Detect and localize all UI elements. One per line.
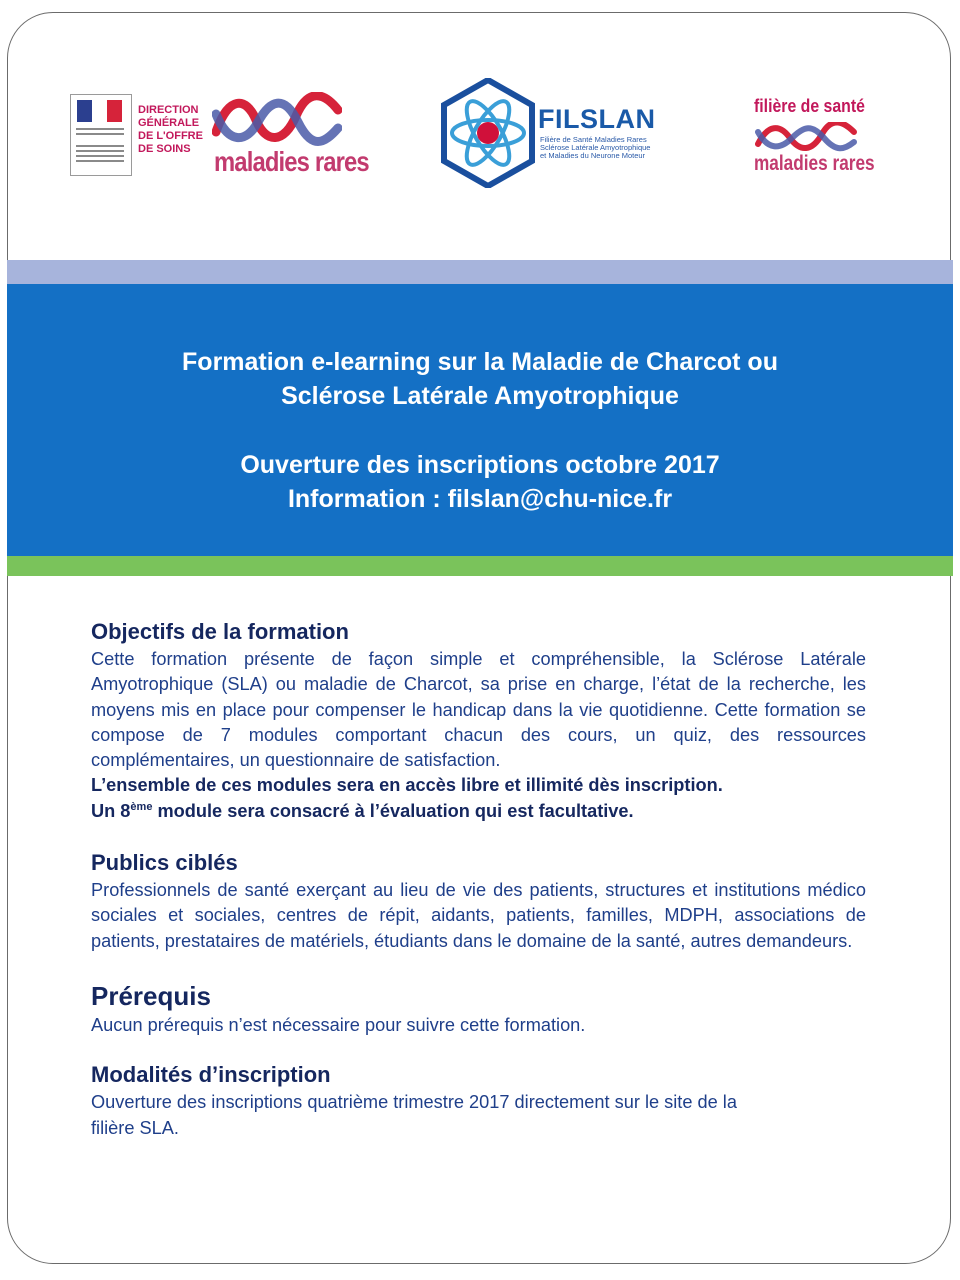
- section-body: Professionnels de santé exerçant au lieu de vie des patients, structures et institutions médico sociales et sociales, centres de répit, aidants, patients, familles, MDPH, associations de patients, prestataires de matériels, étudiants dans le domaine de la santé, autres demandeurs.: [91, 880, 866, 951]
- section-body: filière SLA.: [91, 1117, 179, 1138]
- filiere-sante-logo: filière de santé maladies rares: [754, 96, 875, 175]
- section-modalites: [91, 1060, 866, 1141]
- section-heading: Prérequis: [91, 980, 211, 1011]
- section-publics: [91, 848, 866, 954]
- ministry-text-lines: [76, 125, 124, 165]
- section-body-bold: L’ensemble de ces modules sera en accès libre et illimité dès inscription.: [91, 775, 723, 796]
- section-body: Aucun prérequis n’est nécessaire pour suivre cette formation.: [91, 1014, 586, 1035]
- section-body: Ouverture des inscriptions quatrième trimestre 2017 directement sur le site de la: [91, 1092, 737, 1113]
- section-body: Cette formation présente de façon simple et compréhensible, la Sclérose Latérale Amyotrophique (SLA) ou maladie de Charcot, sa prise en charge, l’état de la recherche, les moyens mis en place pour compenser le handicap dans la vie quotidienne. Cette formation se compose de 7 modules comportant chacun des cours, un quiz, des ressources complémentaires, un questionnaire de satisfaction.: [91, 649, 866, 771]
- dgos-logo-text: DIRECTION GÉNÉRALE DE L'OFFRE DE SOINS: [138, 104, 203, 155]
- green-band: [7, 556, 953, 576]
- filiere-wave-icon: [754, 122, 858, 152]
- section-body-bold: Un 8ème module sera consacré à l’évaluation qui est facultative.: [91, 800, 634, 821]
- maladies-rares-logo: maladies rares: [212, 92, 342, 182]
- section-heading: Modalités d’inscription: [91, 1062, 331, 1088]
- main-content: [91, 617, 866, 1141]
- section-heading: Objectifs de la formation: [91, 619, 349, 644]
- filslan-logo: FILSLAN Filière de Santé Maladies Rares Sclérose Latérale Amyotrophique et Maladies du Neurone Moteur: [440, 78, 660, 188]
- banner-title-line2: Sclérose Latérale Amyotrophique: [281, 382, 679, 410]
- lavender-band: [7, 260, 953, 284]
- section-prerequis: [91, 979, 866, 1038]
- logo-header: [0, 0, 960, 250]
- section-heading: Publics ciblés: [91, 850, 238, 876]
- title-banner: [7, 284, 953, 556]
- filslan-atom-icon: [440, 78, 536, 188]
- banner-contact-line: Information : filslan@chu-nice.fr: [287, 485, 673, 513]
- ministry-logo: [70, 94, 132, 176]
- marianne-flag-icon: [77, 100, 123, 122]
- section-objectifs: [91, 617, 866, 824]
- banner-registration-line: Ouverture des inscriptions octobre 2017: [240, 451, 720, 479]
- banner-title-line1: Formation e-learning sur la Maladie de Charcot ou: [182, 348, 778, 376]
- filslan-subtitle: Filière de Santé Maladies Rares Sclérose Latérale Amyotrophique et Maladies du Neurone Moteur: [540, 135, 651, 160]
- maladies-rares-wave-icon: [212, 92, 342, 148]
